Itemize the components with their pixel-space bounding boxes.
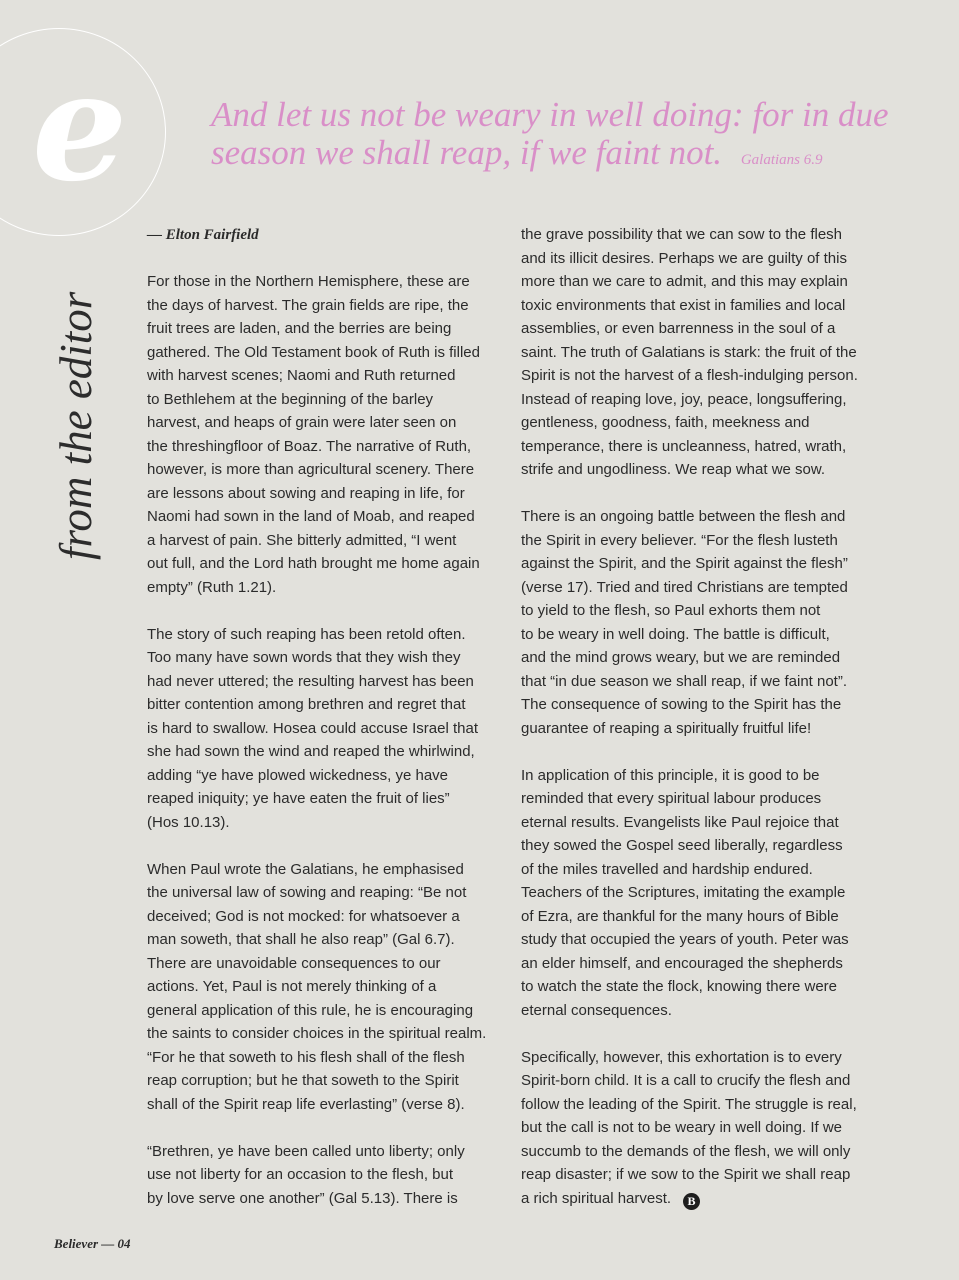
verse-text: And let us not be weary in well doing: for in due season we shall reap, if we faint not. xyxy=(211,95,889,172)
paragraph-text: Specifically, however, this exhortation is to every Spirit-born child. It is a call to crucify the flesh and follow the leading of the Spirit. The struggle is real, but the call is not to be weary in well doing. If we succumb to the demands of the flesh, we will only reap disaster; if we sow to the Spirit we shall reap a rich spiritual harvest. xyxy=(521,1048,857,1207)
author-byline: — Elton Fairfield xyxy=(147,227,259,243)
paragraph: In application of this principle, it is good to be reminded that every spiritual labour produces eternal results. Evangelists like Paul rejoice that they sowed the Gospel seed liberally, regardless of the miles travelled and hardship endured. Teachers of the Scriptures, imitating the example of Ezra, are thankful for the many hours of Bible study that occupied the years of youth. Peter was an elder himself, and encouraged the shepherds to watch the state the flock, knowing there were eternal consequences. xyxy=(521,766,849,1019)
last-paragraph xyxy=(521,1046,891,1211)
paragraph: For those in the Northern Hemisphere, these are the days of harvest. The grain fields are ripe, the fruit trees are laden, and the berries are being gathered. The Old Testament book of Ruth is filled with harvest scenes; Naomi and Ruth returned to Bethlehem at the beginning of the barley harvest, and heaps of grain were later seen on the threshingfloor of Boaz. The narrative of Ruth, however, is more than agricultural scenery. There are lessons about sowing and reaping in life, for Naomi had sown in the land of Moab, and reaped a harvest of pain. She bitterly admitted, “I went out full, and the Lord hath brought me home again empty” (Ruth 1.21). xyxy=(147,273,480,596)
paragraph: When Paul wrote the Galatians, he emphasised the universal law of sowing and reaping: “Be not deceived; God is not mocked: for whatsoever a man soweth, that shall he also reap” (Gal 6.7). There are unavoidable consequences to our actions. Yet, Paul is not merely thinking of a general application of this rule, he is encouraging the saints to consider choices in the spiritual realm. “For he that soweth to his flesh shall of the flesh reap corruption; but he that soweth to the Spirit shall of the Spirit reap life everlasting” (verse 8). xyxy=(147,860,487,1113)
drop-letter: e xyxy=(32,39,128,215)
paragraph: The story of such reaping has been retold often. Too many have sown words that they wish they had never uttered; the resulting harvest has been bitter contention among brethren and regret that is hard to swallow. Hosea could accuse Israel that she had sown the wind and reaped the whirlwind, adding “ye have plowed wickedness, ye have reaped iniquity; ye have eaten the fruit of lies” (Hos 10.13). xyxy=(147,625,479,831)
right-column xyxy=(521,223,891,1234)
end-mark-icon: B xyxy=(683,1193,700,1210)
section-title: from the editor xyxy=(51,291,101,560)
left-column xyxy=(147,270,517,1234)
paragraph: “Brethren, ye have been called unto liberty; only use not liberty for an occasion to the flesh, but by love serve one another” (Gal 5.13). There is xyxy=(147,1142,465,1207)
paragraph: the grave possibility that we can sow to the flesh and its illicit desires. Perhaps we are guilty of this more than we care to admit, and this may explain toxic environments that exist in families and local assemblies, or even barrenness in the soul of a saint. The truth of Galatians is stark: the fruit of the Spirit is not the harvest of a flesh-indulging person. Instead of reaping love, joy, peace, longsuffering, gentleness, goodness, faith, meekness and temperance, there is uncleanness, hatred, wrath, strife and ungodliness. We reap what we sow. xyxy=(521,226,858,478)
page-footer: Believer — 04 xyxy=(54,1236,131,1251)
verse-reference: Galatians 6.9 xyxy=(740,152,823,168)
paragraph: There is an ongoing battle between the flesh and the Spirit in every believer. “For the flesh lusteth against the Spirit, and the Spirit against the flesh” (verse 17). Tried and tired Christians are tempted to yield to the flesh, so Paul exhorts them not to be weary in well doing. The battle is difficult, and the mind grows weary, but we are reminded that “in due season we shall reap, if we faint not”. The consequence of sowing to the Spirit has the guarantee of reaping a spiritually fruitful life! xyxy=(521,508,848,737)
header-verse xyxy=(211,96,911,179)
